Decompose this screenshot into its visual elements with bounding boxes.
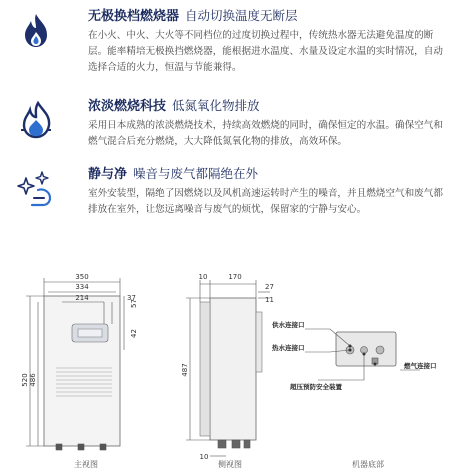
front-view-body bbox=[44, 296, 120, 446]
feature-lean-burn bbox=[0, 98, 460, 160]
feature-subtitle: 自动切换温度无断层 bbox=[185, 8, 298, 23]
dim-57: 57 bbox=[130, 299, 138, 308]
dim-487: 487 bbox=[181, 363, 189, 377]
lean-burn-flame-icon bbox=[16, 100, 56, 140]
dim-37: 37 bbox=[127, 294, 136, 302]
label-water-supply: 供水连接口 bbox=[272, 321, 305, 329]
drawings-svg bbox=[0, 262, 460, 470]
dim-side-10: 10 bbox=[198, 273, 208, 281]
caption-side-view: 侧视图 bbox=[218, 460, 242, 469]
dim-27: 27 bbox=[265, 283, 274, 291]
dim-334: 334 bbox=[75, 283, 89, 291]
label-hot-water: 热水连接口 bbox=[272, 344, 305, 352]
dimension-drawings bbox=[0, 262, 460, 470]
feature-title-row bbox=[88, 8, 298, 25]
label-gas-inlet: 燃气连接口 bbox=[404, 362, 437, 370]
dim-170: 170 bbox=[228, 273, 242, 281]
dim-42: 42 bbox=[130, 329, 138, 338]
dim-486: 486 bbox=[29, 373, 37, 387]
feature-description: 采用日本成熟的浓淡燃烧技术，持续高效燃烧的同时，确保恒定的水温。确保空气和燃气混合后充分燃烧，大大降低氮氧化物的排放，高效环保。 bbox=[88, 120, 443, 147]
feature-subtitle: 低氮氧化物排放 bbox=[172, 98, 260, 113]
caption-bottom-view: 机器底部 bbox=[352, 460, 384, 469]
feature-title: 浓淡燃烧科技 bbox=[88, 99, 167, 114]
dim-214: 214 bbox=[75, 294, 89, 302]
dim-bottom-10: 10 bbox=[199, 453, 209, 461]
flame-icon bbox=[16, 10, 56, 50]
feature-stepless-burner bbox=[0, 8, 460, 90]
feature-subtitle: 噪音与废气都隔绝在外 bbox=[133, 166, 259, 181]
dim-350: 350 bbox=[75, 273, 89, 281]
dim-520: 520 bbox=[21, 373, 29, 387]
feature-title-row bbox=[88, 166, 258, 183]
feature-title: 无极换档燃烧器 bbox=[88, 9, 180, 24]
feature-quiet-clean bbox=[0, 166, 460, 238]
quiet-sparkle-icon bbox=[16, 168, 56, 208]
label-pressure-safety: 超压预防安全装置 bbox=[290, 383, 342, 391]
caption-front-view: 主视图 bbox=[74, 460, 98, 469]
feature-title: 静与净 bbox=[88, 167, 128, 182]
feature-title-row bbox=[88, 98, 260, 115]
dim-11: 11 bbox=[265, 296, 274, 304]
feature-description: 室外安装型，隔绝了因燃烧以及风机高速运转时产生的噪音，并且燃烧空气和废气都排放在室外，让您远离噪音与废气的烦忧，保留家的宁静与安心。 bbox=[88, 188, 443, 215]
feature-description: 在小火、中火、大火等不同档位的过度切换过程中，传统热水器无法避免温度的断层。能率精培无极换挡燃烧器，能根据进水温度、水量及设定水温的实时情况，自动选择合适的火力，恒温与节能兼得。 bbox=[88, 30, 443, 73]
side-view-body bbox=[210, 298, 256, 440]
